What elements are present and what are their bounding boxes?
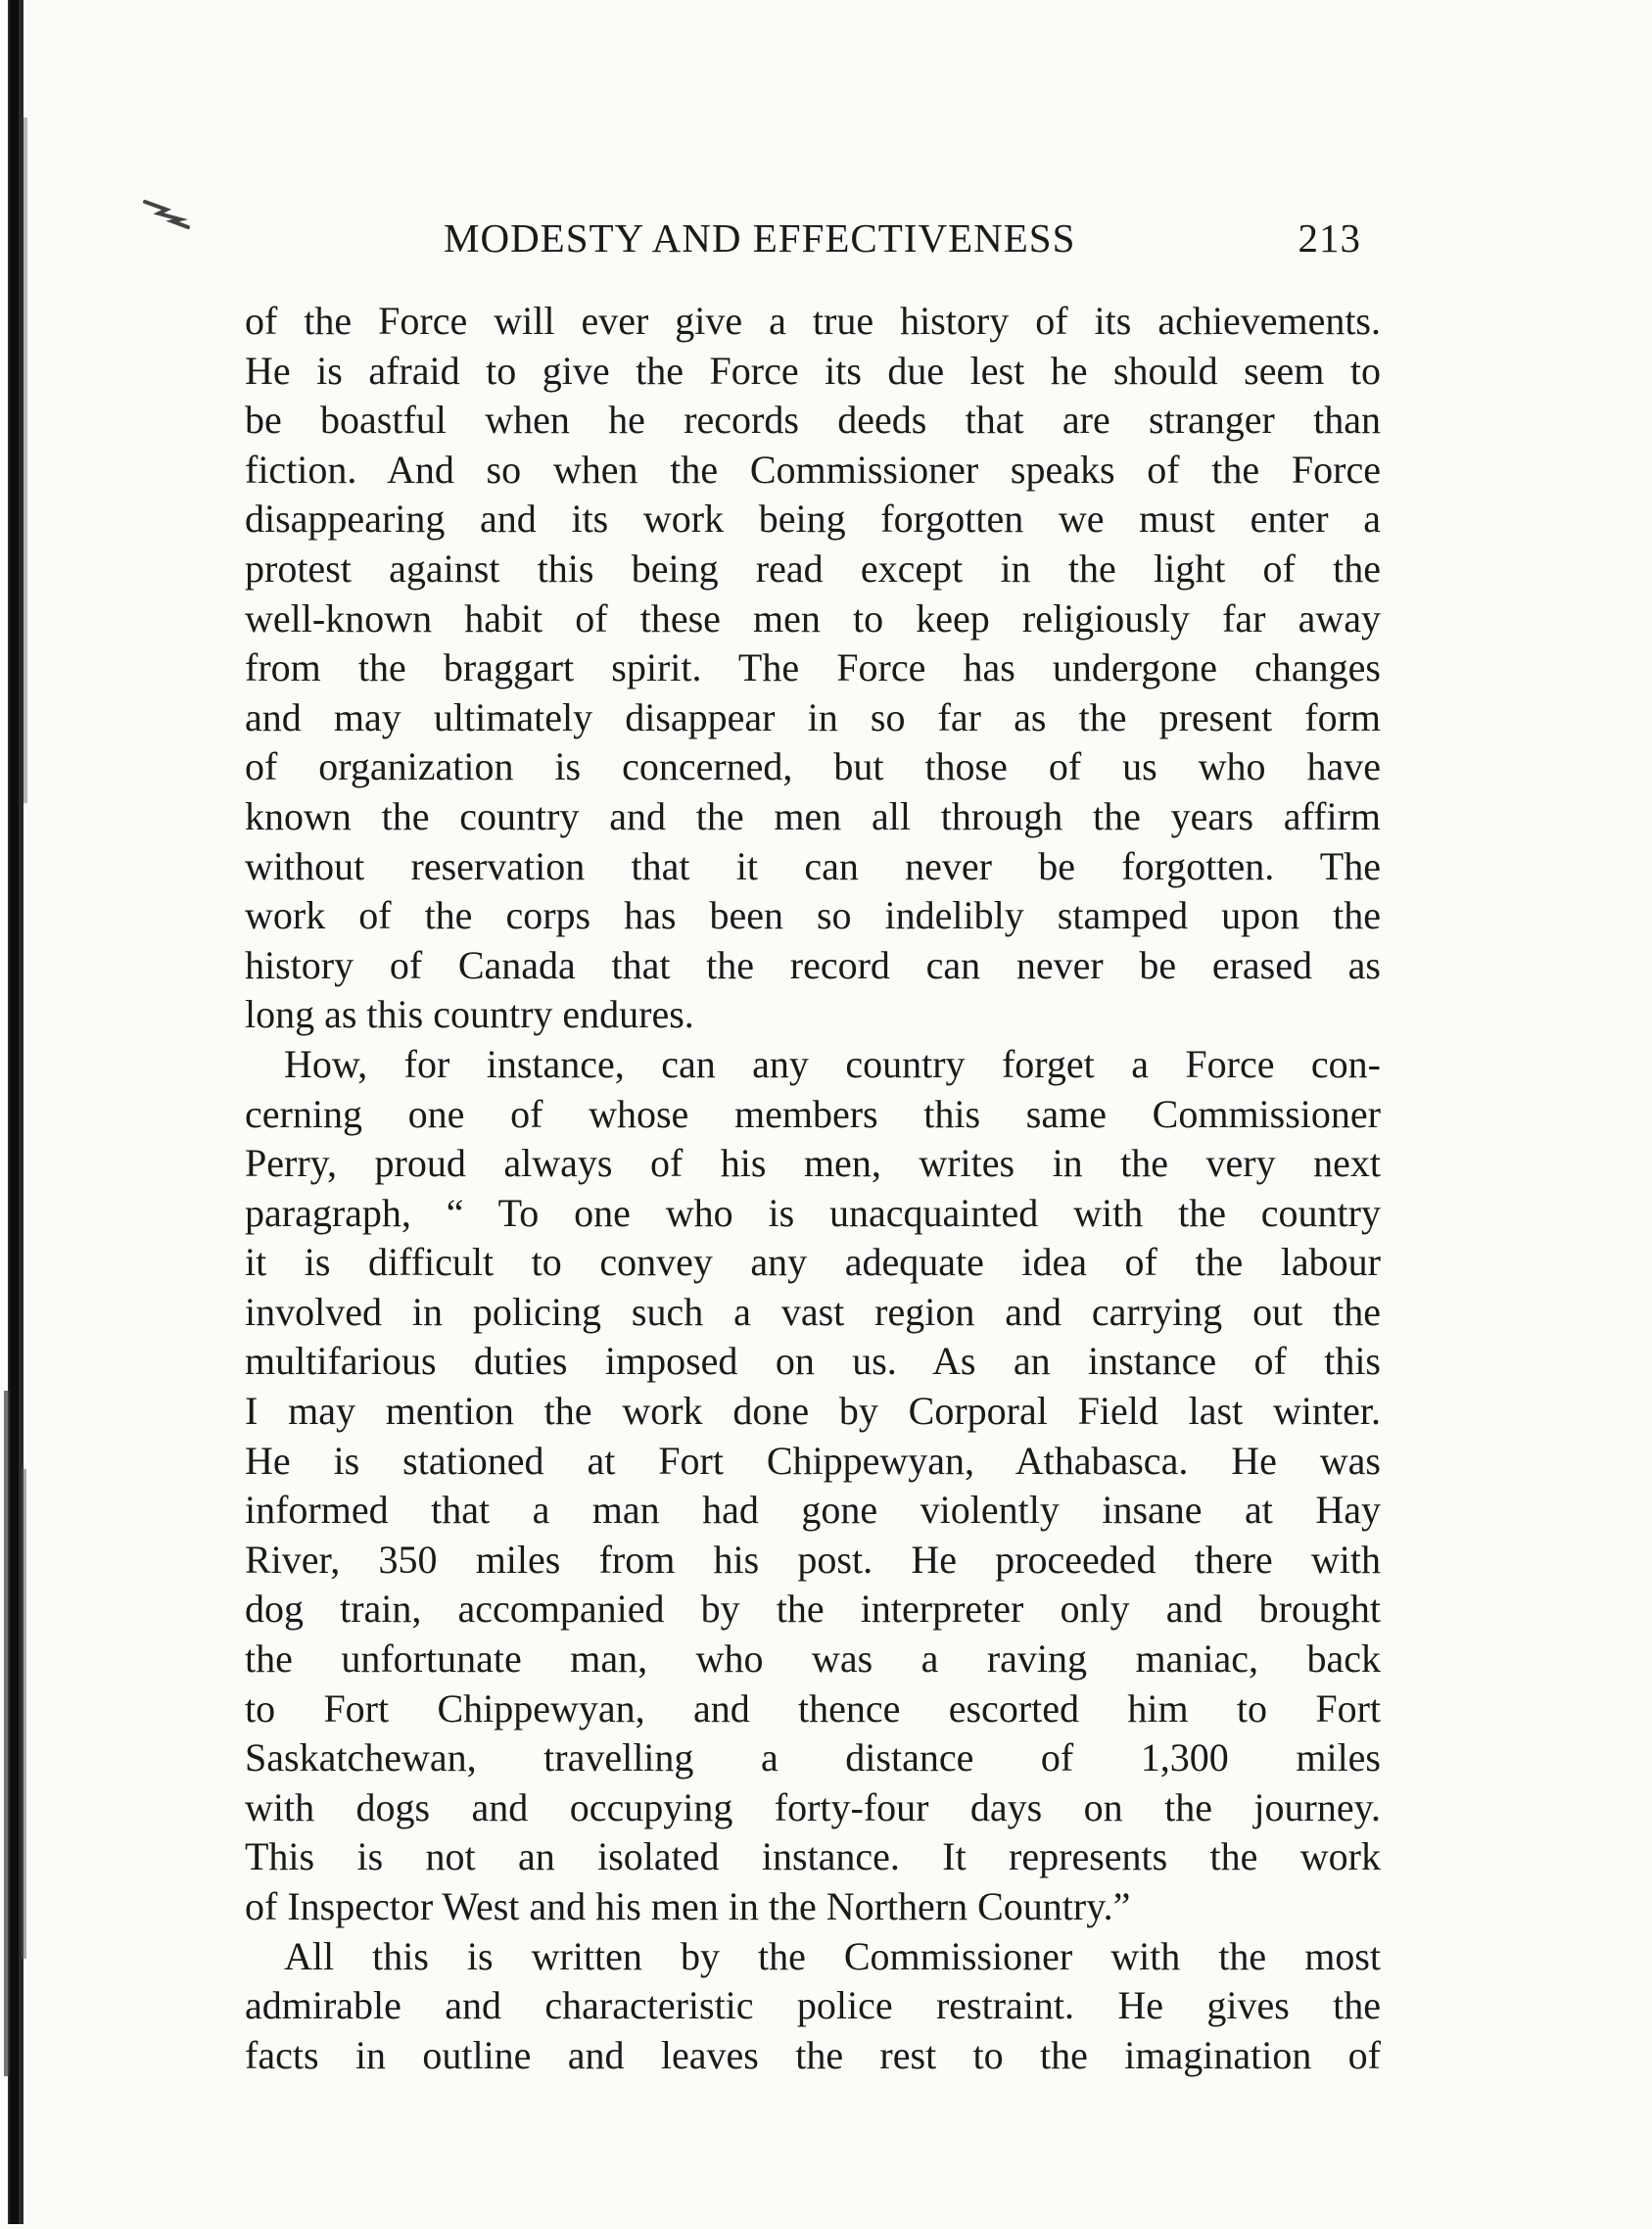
text-line: Saskatchewan, travelling a distance of 1,300 miles bbox=[245, 1735, 1381, 1780]
text-line: known the country and the men all through the years affirm bbox=[245, 793, 1381, 838]
text-line: fiction. And so when the Commissioner speaks of the Force bbox=[245, 447, 1381, 492]
page-number: 213 bbox=[1298, 215, 1361, 261]
text-line: paragraph, “ To one who is unacquainted with the country bbox=[245, 1190, 1381, 1235]
scan-smudge-mark bbox=[137, 196, 196, 231]
paragraph bbox=[245, 1932, 1381, 2081]
text-line: from the braggart spirit. The Force has undergone changes bbox=[245, 645, 1381, 690]
text-line: All this is written by the Commissioner with the most bbox=[284, 1933, 1381, 1978]
text-line: well-known habit of these men to keep religiously far away bbox=[245, 595, 1381, 640]
text-line: How, for instance, can any country forget a Force con- bbox=[284, 1041, 1381, 1086]
text-line: Perry, proud always of his men, writes in the very next bbox=[245, 1141, 1381, 1186]
text-line: He is stationed at Fort Chippewyan, Athabasca. He was bbox=[245, 1438, 1381, 1483]
text-line: of organization is concerned, but those of us who have bbox=[245, 744, 1381, 789]
text-line: the unfortunate man, who was a raving maniac, back bbox=[245, 1636, 1381, 1682]
book-gutter-edge bbox=[0, 0, 33, 2224]
text-line: facts in outline and leaves the rest to the imagination of bbox=[245, 2032, 1381, 2077]
paragraph bbox=[245, 1040, 1381, 1932]
text-line: work of the corps has been so indelibly stamped upon the bbox=[245, 893, 1381, 938]
text-line: it is difficult to convey any adequate idea of the labour bbox=[245, 1240, 1381, 1285]
text-line: He is afraid to give the Force its due lest he should seem to bbox=[245, 348, 1381, 393]
text-line: long as this country endures. bbox=[245, 992, 694, 1037]
text-line: cerning one of whose members this same Commissioner bbox=[245, 1091, 1381, 1136]
text-line: with dogs and occupying forty-four days on the journey. bbox=[245, 1784, 1381, 1829]
text-line: disappearing and its work being forgotten we must enter a bbox=[245, 497, 1381, 542]
text-line: of the Force will ever give a true history of its achievements. bbox=[245, 299, 1381, 343]
text-line: of Inspector West and his men in the Northern Country.” bbox=[245, 1884, 1131, 1928]
running-header bbox=[240, 209, 1361, 267]
text-line: informed that a man had gone violently insane at Hay bbox=[245, 1488, 1381, 1533]
paragraph bbox=[245, 297, 1381, 1040]
text-line: This is not an isolated instance. It represents the work bbox=[245, 1834, 1381, 1879]
text-line: River, 350 miles from his post. He proceeded there with bbox=[245, 1537, 1381, 1582]
text-line: protest against this being read except in the light of the bbox=[245, 545, 1381, 591]
body-text bbox=[245, 297, 1381, 2080]
text-line: admirable and characteristic police restraint. He gives the bbox=[245, 1983, 1381, 2028]
text-line: be boastful when he records deeds that are stranger than bbox=[245, 398, 1381, 443]
text-line: without reservation that it can never be forgotten. The bbox=[245, 843, 1381, 888]
text-line: I may mention the work done by Corporal Field last winter. bbox=[245, 1389, 1381, 1434]
text-line: dog train, accompanied by the interpreter only and brought bbox=[245, 1587, 1381, 1632]
text-line: involved in policing such a vast region and carrying out the bbox=[245, 1289, 1381, 1334]
text-line: to Fort Chippewyan, and thence escorted him to Fort bbox=[245, 1685, 1381, 1731]
text-line: multifarious duties imposed on us. As an instance of this bbox=[245, 1339, 1381, 1384]
text-line: and may ultimately disappear in so far as the present form bbox=[245, 694, 1381, 739]
text-line: history of Canada that the record can never be erased as bbox=[245, 942, 1381, 987]
running-title: MODESTY AND EFFECTIVENESS bbox=[444, 215, 1076, 261]
